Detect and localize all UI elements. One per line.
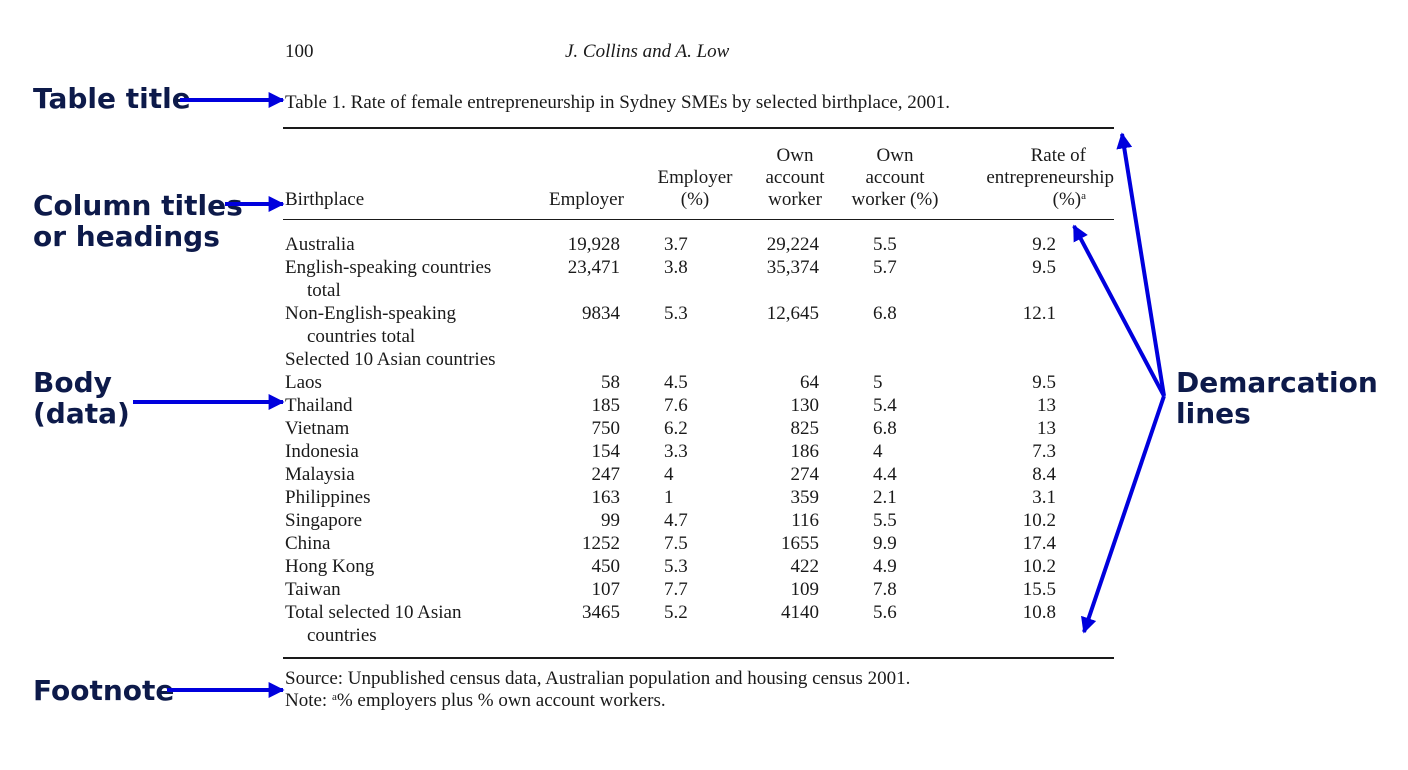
cell-employer: 19,928 — [567, 234, 620, 255]
cell-own-account: 12,645 — [766, 303, 819, 324]
cell-employer-pct: 7.7 — [664, 579, 688, 600]
header-own-account-pct: Own account worker (%) — [851, 145, 939, 210]
cell-rate: 9.2 — [1032, 234, 1056, 255]
row-label-line: Selected 10 Asian countries — [285, 349, 496, 370]
cell-rate: 10.2 — [1022, 556, 1056, 577]
cell-employer-pct: 4 — [664, 464, 674, 485]
cell-own-account: 130 — [790, 395, 819, 416]
footnote-note-sup: a — [331, 691, 337, 703]
cell-own-account-pct: 4 — [873, 441, 883, 462]
row-label-line: total — [307, 280, 341, 301]
footnote-note: Note: $^a$% employers plus % own account workers. — [285, 690, 666, 711]
cell-own-account: 274 — [790, 464, 819, 485]
label-body: Body (data) — [33, 366, 130, 430]
cell-own-account-pct: 5.5 — [873, 510, 897, 531]
cell-own-account: 29,224 — [766, 234, 819, 255]
cell-employer-pct: 1 — [664, 487, 674, 508]
label-column-titles: Column titles or headings — [33, 189, 243, 253]
cell-rate: 10.8 — [1022, 602, 1056, 623]
cell-own-account: 4140 — [781, 602, 819, 623]
label-footnote: Footnote — [33, 674, 175, 707]
cell-own-account-pct: 4.9 — [873, 556, 897, 577]
cell-rate: 8.4 — [1032, 464, 1056, 485]
cell-own-account: 64 — [800, 372, 819, 393]
cell-employer: 58 — [601, 372, 620, 393]
cell-employer-pct: 3.3 — [664, 441, 688, 462]
row-label-line: Taiwan — [285, 579, 341, 600]
cell-employer-pct: 4.7 — [664, 510, 688, 531]
cell-employer-pct: 3.7 — [664, 234, 688, 255]
cell-rate: 13 — [1037, 418, 1056, 439]
page-number: 100 — [285, 41, 314, 62]
cell-employer: 9834 — [582, 303, 620, 324]
running-head-authors: J. Collins and A. Low — [565, 41, 730, 62]
cell-rate: 15.5 — [1022, 579, 1056, 600]
cell-own-account-pct: 2.1 — [873, 487, 897, 508]
cell-own-account: 359 — [790, 487, 819, 508]
label-table-title: Table title — [33, 82, 191, 115]
row-label-line: Malaysia — [285, 464, 355, 485]
cell-own-account-pct: 4.4 — [873, 464, 897, 485]
row-label-line: Australia — [285, 234, 355, 255]
cell-own-account-pct: 5 — [873, 372, 883, 393]
cell-employer-pct: 7.6 — [664, 395, 688, 416]
row-label-line: Hong Kong — [285, 556, 375, 577]
cell-own-account-pct: 9.9 — [873, 533, 897, 554]
row-label-line: Indonesia — [285, 441, 359, 462]
cell-own-account-pct: 5.5 — [873, 234, 897, 255]
row-label-line: China — [285, 533, 331, 554]
cell-own-account: 109 — [790, 579, 819, 600]
cell-employer-pct: 4.5 — [664, 372, 688, 393]
header-own-account: Own account worker — [765, 145, 825, 210]
cell-employer-pct: 5.2 — [664, 602, 688, 623]
row-label-line: English-speaking countries — [285, 257, 492, 278]
cell-employer: 154 — [591, 441, 620, 462]
cell-employer-pct: 7.5 — [664, 533, 688, 554]
header-birthplace: Birthplace — [285, 189, 365, 210]
cell-own-account-pct: 5.4 — [873, 395, 897, 416]
row-label-line: Philippines — [285, 487, 371, 508]
cell-employer: 163 — [591, 487, 620, 508]
cell-own-account: 422 — [790, 556, 819, 577]
cell-employer-pct: 6.2 — [664, 418, 688, 439]
cell-own-account: 116 — [791, 510, 819, 531]
cell-own-account-pct: 5.6 — [873, 602, 897, 623]
footnote-source: Source: Unpublished census data, Australian population and housing census 2001. — [285, 668, 911, 689]
cell-own-account: 186 — [790, 441, 819, 462]
cell-employer: 185 — [591, 395, 620, 416]
label-demarcation-lines: Demarcation lines — [1176, 366, 1378, 430]
header-rate: Rate of entrepreneurship (%)$^a$ — [986, 145, 1114, 210]
cell-employer-pct: 5.3 — [664, 303, 688, 324]
header-rate-sup: a — [1081, 190, 1086, 202]
cell-employer-pct: 5.3 — [664, 556, 688, 577]
row-label-line: Laos — [285, 372, 322, 393]
cell-employer: 107 — [591, 579, 620, 600]
cell-rate: 17.4 — [1022, 533, 1056, 554]
cell-employer: 450 — [591, 556, 620, 577]
cell-rate: 9.5 — [1032, 257, 1056, 278]
cell-employer: 750 — [591, 418, 620, 439]
row-label-line: Vietnam — [285, 418, 350, 439]
cell-own-account-pct: 7.8 — [873, 579, 897, 600]
cell-employer: 1252 — [582, 533, 620, 554]
cell-own-account: 1655 — [781, 533, 819, 554]
row-label-line: countries total — [307, 326, 416, 347]
cell-rate: 7.3 — [1032, 441, 1056, 462]
cell-own-account: 825 — [790, 418, 819, 439]
cell-rate: 12.1 — [1022, 303, 1056, 324]
cell-own-account: 35,374 — [766, 257, 819, 278]
cell-employer: 23,471 — [567, 257, 620, 278]
cell-employer-pct: 3.8 — [664, 257, 688, 278]
row-label-line: Total selected 10 Asian — [285, 602, 462, 623]
cell-rate: 3.1 — [1032, 487, 1056, 508]
table-title: Table 1. Rate of female entrepreneurship in Sydney SMEs by selected birthplace, 2001. — [285, 92, 951, 113]
cell-employer: 99 — [601, 510, 620, 531]
cell-rate: 10.2 — [1022, 510, 1056, 531]
cell-rate: 13 — [1037, 395, 1056, 416]
row-label-line: Thailand — [285, 395, 353, 416]
row-label-line: countries — [307, 625, 377, 646]
header-employer-pct: Employer (%) — [657, 167, 733, 210]
cell-own-account-pct: 5.7 — [873, 257, 897, 278]
cell-own-account-pct: 6.8 — [873, 303, 897, 324]
cell-employer: 247 — [591, 464, 620, 485]
cell-employer: 3465 — [582, 602, 620, 623]
row-label-line: Non-English-speaking — [285, 303, 456, 324]
arrow-bottom-rule — [1084, 396, 1164, 632]
header-employer: Employer — [549, 189, 624, 210]
row-label-line: Singapore — [285, 510, 363, 531]
cell-rate: 9.5 — [1032, 372, 1056, 393]
cell-own-account-pct: 6.8 — [873, 418, 897, 439]
